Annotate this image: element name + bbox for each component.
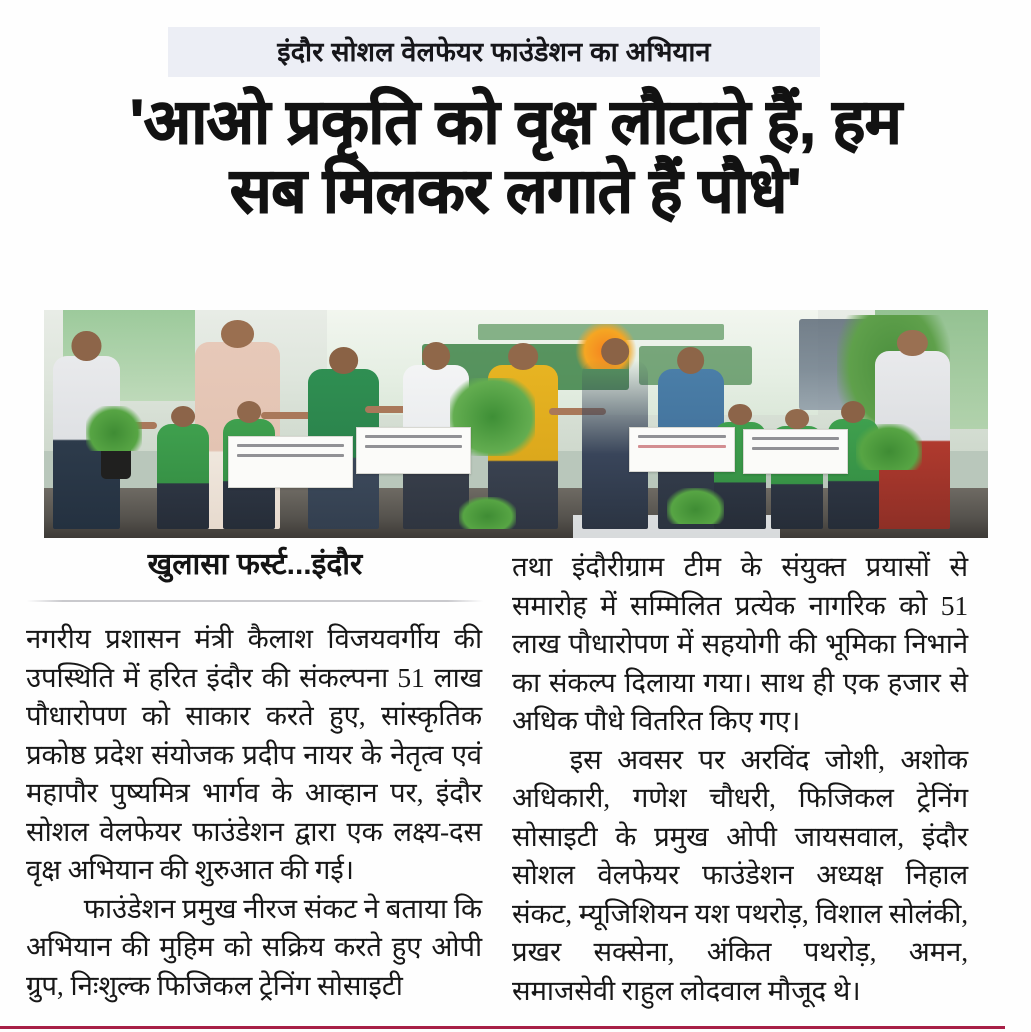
paragraph: इस अवसर पर अरविंद जोशी, अशोक अधिकारी, गणेश चौधरी, फिजिकल ट्रेनिंग सोसाइटी के प्रमुख ओपी जायसवाल, इंदौर सोशल वेलफेयर फाउंडेशन अध्यक्ष निहाल संकट, म्यूजिशियन यश पथरोड़, विशाल सोलंकी, प्रखर सक्सेना, अंकित पथरोड़, अमन, समाजसेवी राहुल लोदवाल मौजूद थे।	[512, 743, 968, 1006]
headline-line-1: 'आओ प्रकृति को वृक्ष लौटाते हैं, हम	[129, 88, 902, 157]
byline-text: खुलासा फर्स्ट...इंदौर	[147, 548, 363, 581]
photo-placard-line	[237, 444, 344, 447]
photo-child-head	[171, 406, 195, 427]
photo-person-head	[422, 342, 450, 370]
headline-line-2: सब मिलकर लगाते हैं पौधे'	[229, 157, 802, 227]
photo-placard-line	[365, 445, 462, 448]
photo-placard	[356, 427, 471, 475]
photo-sapling	[856, 424, 922, 470]
body-column-left	[26, 620, 482, 1005]
photo-person-head	[72, 331, 101, 360]
kicker-text: इंदौर सोशल वेलफेयर फाउंडेशन का अभियान	[277, 36, 711, 67]
photo-placard-line	[752, 447, 840, 450]
photo-person-head	[329, 347, 359, 374]
photo-child-head	[785, 409, 809, 430]
kicker-band	[168, 27, 820, 77]
paragraph: तथा इंदौरीग्राम टीम के संयुक्त प्रयासों से समारोह में सम्मिलित प्रत्येक नागरिक को 51 लाख पौधारोपण में सहयोगी की भूमिका निभाने का संकल्प दिलाया गया। साथ ही एक हजार से अधिक पौधे वितरित किए गए।	[512, 551, 968, 736]
photo-sapling	[667, 488, 724, 524]
photo-person-head	[897, 330, 927, 357]
photo-placard	[228, 436, 353, 488]
photo-person-head	[677, 347, 705, 374]
photo-child	[157, 424, 209, 529]
photo-sapling	[86, 406, 143, 452]
photo-placard-line	[237, 454, 344, 457]
news-photo	[44, 310, 988, 538]
byline-divider	[26, 600, 484, 602]
photo-placard	[629, 427, 735, 472]
photo-person-head	[508, 343, 538, 369]
photo-person-head	[221, 320, 255, 348]
photo-child-head	[237, 401, 261, 423]
photo-child-head	[842, 401, 866, 423]
photo-child-head	[728, 404, 752, 425]
body-column-right	[512, 548, 968, 1010]
photo-sapling	[459, 497, 516, 529]
page-title	[0, 88, 1031, 227]
photo-placard	[743, 429, 849, 474]
photo-placard-line	[752, 437, 840, 440]
byline	[26, 548, 484, 581]
photo-placard-line	[638, 435, 726, 438]
paragraph: नगरीय प्रशासन मंत्री कैलाश विजयवर्गीय की उपस्थिति में हरित इंदौर की संकल्पना 51 लाख पौधारोपण को साकार करते हुए, सांस्कृतिक प्रकोष्ठ प्रदेश संयोजक प्रदीप नायर के नेतृत्व एवं महापौर पुष्यमित्र भार्गव के आव्हान पर, इंदौर सोशल वेलफेयर फाउंडेशन द्वारा एक लक्ष्य-दस वृक्ष अभियान की शुरुआत की गई।	[26, 623, 482, 885]
photo-placard-line	[365, 435, 462, 438]
photo-placard-line	[638, 445, 726, 448]
photo-scene	[44, 310, 988, 538]
bottom-accent-rule	[0, 1026, 1005, 1029]
photo-sapling-pot	[101, 447, 131, 479]
paragraph: फाउंडेशन प्रमुख नीरज संकट ने बताया कि अभियान की मुहिम को सक्रिय करते हुए ओपी ग्रुप, निःशुल्क फिजिकल ट्रेनिंग सोसाइटी	[26, 892, 482, 1001]
photo-person-head	[601, 338, 629, 365]
